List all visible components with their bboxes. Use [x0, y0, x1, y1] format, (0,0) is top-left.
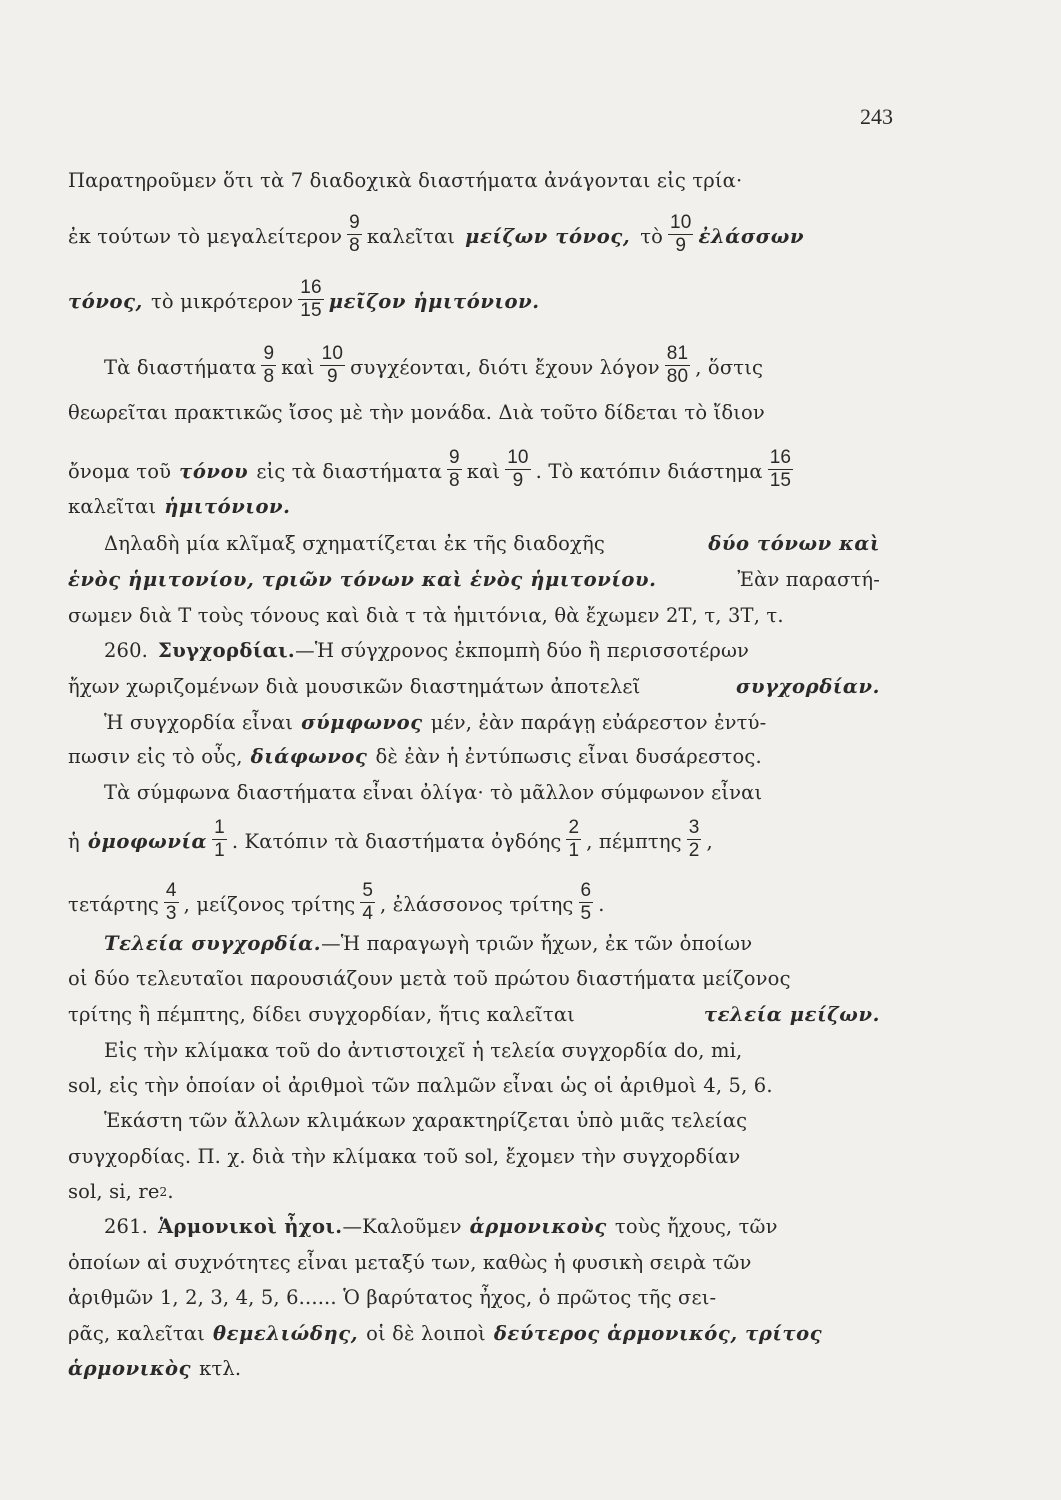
text-line: [104, 531, 880, 557]
fraction: $\frac{4}{3}$: [165, 880, 177, 924]
emphasis-term: ἁρμονικὸς: [68, 1357, 192, 1380]
line-text: καλεῖται: [366, 224, 456, 248]
text-line: [104, 1108, 880, 1134]
line-text: θεωρεῖται πρακτικῶς ἴσος μὲ τὴν μονάδα. Διὰ τοῦτο δίδεται τὸ ἴδιον: [68, 401, 765, 424]
line-text: .: [598, 892, 605, 916]
fraction: $\frac{9}{8}$: [263, 343, 275, 387]
line-text: μέν, ἐὰν παράγῃ εὐάρεστον ἐντύ-: [430, 711, 767, 734]
text-line: [68, 1144, 880, 1170]
text-line: [68, 279, 880, 324]
section-number: 261.: [104, 1215, 149, 1238]
section-number: 260.: [104, 639, 149, 662]
emphasis-term: ὁμοφωνία: [87, 829, 208, 853]
line-text: τετάρτης: [68, 892, 159, 916]
line-text: ἡ: [68, 829, 80, 853]
line-text: ,: [706, 829, 713, 853]
line-text: , μείζονος τρίτης: [183, 892, 356, 916]
line-text: . Τὸ κατόπιν διάστημα: [535, 459, 763, 483]
line-text: —Ἡ παραγωγὴ τριῶν ἤχων, ἐκ τῶν ὁποίων: [321, 932, 753, 955]
emphasis-term: διάφωνος: [250, 745, 368, 768]
emphasis-term: ἁρμονικοὺς: [469, 1215, 607, 1238]
line-text: .: [167, 1180, 174, 1203]
fraction: $\frac{10}{9}$: [670, 212, 692, 256]
line-text: ὁποίων αἱ συχνότητες εἶναι μεταξύ των, καθὼς ἡ φυσικὴ σειρὰ τῶν: [68, 1251, 752, 1274]
emphasis-term: θεμελιώδης,: [212, 1322, 359, 1345]
line-text: ρᾶς, καλεῖται: [68, 1322, 205, 1345]
text-line: [68, 449, 880, 494]
fraction: $\frac{81}{80}$: [666, 343, 689, 387]
line-text: Τὰ διαστήματα: [104, 355, 257, 379]
emphasis-term: ἐλάσσων: [698, 224, 805, 248]
text-line: [68, 819, 880, 864]
text-line: [104, 1038, 880, 1064]
fraction: $\frac{6}{5}$: [580, 880, 592, 924]
text-line: [68, 966, 880, 992]
line-text: , πέμπτης: [586, 829, 682, 853]
line-text: Εἰς τὴν κλίμακα τοῦ do ἀντιστοιχεῖ ἡ τελεία συγχορδία do, mi,: [104, 1039, 743, 1062]
line-text: Παρατηροῦμεν ὅτι τὰ 7 διαδοχικὰ διαστήματα ἀνάγονται εἰς τρία·: [68, 169, 743, 192]
line-text: οἱ δύο τελευταῖοι παρουσιάζουν μετὰ τοῦ πρώτου διαστήματα μείζονος: [68, 967, 791, 990]
text-line: [68, 1002, 880, 1028]
line-text: ὄνομα τοῦ: [68, 459, 172, 483]
line-text: καλεῖται: [68, 495, 157, 518]
line-text: σωμεν διὰ Τ τοὺς τόνους καὶ διὰ τ τὰ ἡμιτόνια, θὰ ἔχωμεν 2Τ, τ, 3Τ, τ.: [68, 604, 784, 627]
text-line: [68, 567, 880, 593]
fraction: $\frac{2}{1}$: [568, 817, 580, 861]
text-line: [104, 1214, 880, 1240]
line-text: —Καλοῦμεν: [342, 1215, 462, 1238]
emphasis-term: δύο τόνων καὶ: [708, 532, 880, 555]
emphasis-term: δεύτερος ἁρμονικός, τρίτος: [493, 1322, 823, 1345]
text-line: [104, 710, 880, 736]
line-text: πωσιν εἰς τὸ οὖς,: [68, 745, 243, 768]
line-text: Ἐὰν παραστή-: [737, 568, 880, 591]
line-text: . Κατόπιν τὰ διαστήματα ὀγδόης: [231, 829, 562, 853]
line-text: τοὺς ἤχους, τῶν: [614, 1215, 778, 1238]
line-text: τρίτης ἢ πέμπτης, δίδει συγχορδίαν, ἥτις καλεῖται: [68, 1003, 575, 1026]
emphasis-term: τόνου: [179, 459, 249, 483]
text-line: [104, 931, 880, 957]
text-line: [104, 638, 880, 664]
section-heading: Ἁρμονικοὶ ἦχοι.: [158, 1215, 343, 1238]
emphasis-term: ἡμιτόνιον.: [164, 495, 291, 518]
text-line: [68, 674, 880, 700]
text-line: [68, 744, 880, 770]
fraction: $\frac{16}{15}$: [300, 277, 322, 321]
text-line: [68, 1321, 880, 1347]
text-line: [68, 168, 880, 194]
line-text: συγχορδίας. Π. χ. διὰ τὴν κλίμακα τοῦ sol, ἔχομεν τὴν συγχορδίαν: [68, 1145, 741, 1168]
line-text: Ἡ συγχορδία εἶναι: [104, 711, 294, 734]
text-line: [68, 400, 880, 426]
line-text: ἤχων χωριζομένων διὰ μουσικῶν διαστημάτων ἀποτελεῖ: [68, 675, 641, 698]
line-text: κτλ.: [199, 1357, 242, 1380]
text-line: [104, 345, 880, 390]
section-heading: Συγχορδίαι.: [158, 639, 296, 662]
line-text: sol, εἰς τὴν ὁποίαν οἱ ἀριθμοὶ τῶν παλμῶν εἶναι ὡς οἱ ἀριθμοὶ 4, 5, 6.: [68, 1074, 773, 1097]
line-text: ἀριθμῶν 1, 2, 3, 4, 5, 6...... Ὁ βαρύτατος ἦχος, ὁ πρῶτος τῆς σει-: [68, 1286, 717, 1309]
line-text: τὸ μικρότερον: [150, 289, 294, 313]
line-text: Ἑκάστη τῶν ἄλλων κλιμάκων χαρακτηρίζεται ὑπὸ μιᾶς τελείας: [104, 1109, 748, 1132]
emphasis-term: μείζων τόνος,: [465, 224, 631, 248]
line-text: καὶ: [466, 459, 501, 483]
line-text: Τὰ σύμφωνα διαστήματα εἶναι ὀλίγα· τὸ μᾶλλον σύμφωνον εἶναι: [104, 781, 763, 804]
fraction: $\frac{5}{4}$: [362, 880, 374, 924]
line-text: sol, si, re: [68, 1180, 160, 1203]
line-text: , ἐλάσσονος τρίτης: [380, 892, 574, 916]
text-line: [68, 214, 880, 259]
line-text: οἱ δὲ λοιποὶ: [366, 1322, 486, 1345]
section-heading: Τελεία συγχορδία.: [104, 932, 322, 955]
fraction: $\frac{10}{9}$: [507, 447, 529, 491]
line-text: , ὅστις: [695, 355, 764, 379]
text-line: [68, 603, 880, 629]
text-line: [68, 494, 880, 520]
fraction: $\frac{1}{1}$: [214, 817, 225, 861]
text-line: [68, 882, 880, 927]
text-line: [68, 1179, 880, 1205]
text-line: [68, 1073, 880, 1099]
emphasis-term: συγχορδίαν.: [736, 675, 880, 698]
line-text: δὲ ἐὰν ἡ ἐντύπωσις εἶναι δυσάρεστος.: [375, 745, 762, 768]
text-line: [104, 780, 880, 806]
emphasis-term: τελεία μείζων.: [703, 1003, 880, 1026]
page-number: 243: [860, 104, 893, 129]
fraction: $\frac{10}{9}$: [321, 343, 344, 387]
text-line: [68, 1285, 880, 1311]
fraction: $\frac{3}{2}$: [688, 817, 700, 861]
text-line: [68, 1250, 880, 1276]
line-text: τὸ: [640, 224, 664, 248]
emphasis-term: μεῖζον ἡμιτόνιον.: [328, 289, 540, 313]
fraction: $\frac{9}{8}$: [449, 447, 460, 491]
line-text: —Ἡ σύγχρονος ἐκπομπὴ δύο ἢ περισσοτέρων: [295, 639, 750, 662]
line-text: Δηλαδὴ μία κλῖμαξ σχηματίζεται ἐκ τῆς διαδοχῆς: [104, 532, 605, 555]
emphasis-term: τόνος,: [68, 289, 143, 313]
subscript: 2: [159, 1185, 168, 1199]
text-line: [68, 1356, 880, 1382]
fraction: $\frac{16}{15}$: [769, 447, 792, 491]
emphasis-term: ἑνὸς ἡμιτονίου, τριῶν τόνων καὶ ἑνὸς ἡμιτονίου.: [68, 568, 657, 591]
fraction: $\frac{9}{8}$: [349, 212, 360, 256]
line-text: εἰς τὰ διαστήματα: [256, 459, 443, 483]
line-text: συγχέονται, διότι ἔχουν λόγον: [350, 355, 660, 379]
line-text: ἐκ τούτων τὸ μεγαλείτερον: [68, 224, 343, 248]
line-text: καὶ: [281, 355, 315, 379]
emphasis-term: σύμφωνος: [301, 711, 423, 734]
